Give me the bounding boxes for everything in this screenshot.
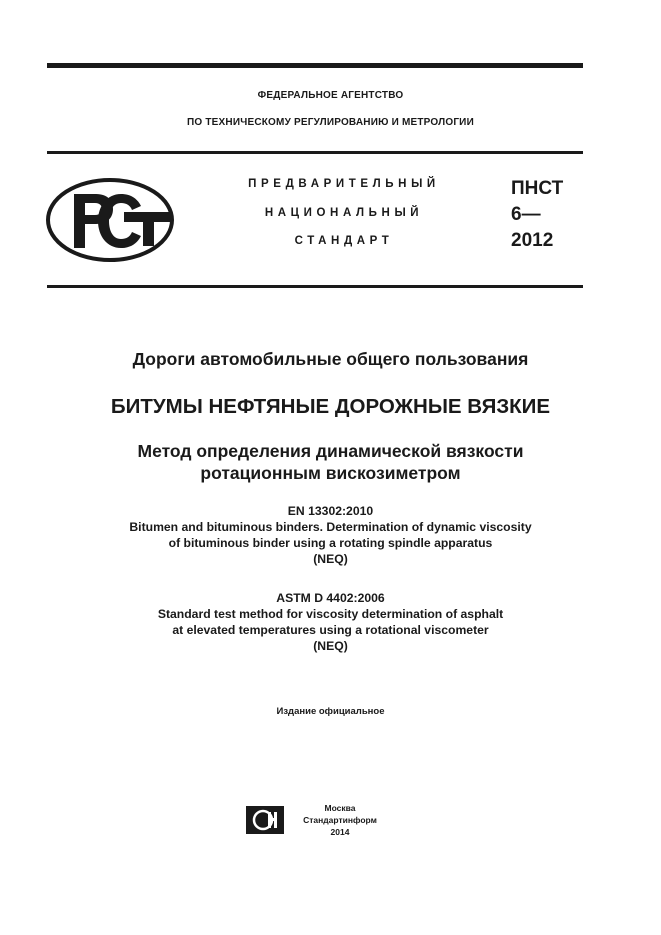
publisher-name: Стандартинформ [303,815,377,825]
reference-2-degree: (NEQ) [313,639,348,653]
agency-line-2: ПО ТЕХНИЧЕСКОМУ РЕГУЛИРОВАНИЮ И МЕТРОЛОГИИ [187,117,474,128]
reference-1-code: EN 13302:2010 [287,504,374,518]
designation-prefix: ПНСТ [511,178,564,199]
agency-line-1: ФЕДЕРАЛЬНОЕ АГЕНТСТВО [257,90,404,101]
standard-type-line-1: ПРЕДВАРИТЕЛЬНЫЙ [248,178,440,190]
designation-year: 2012 [511,230,554,251]
document-main-title: БИТУМЫ НЕФТЯНЫЕ ДОРОЖНЫЕ ВЯЗКИЕ [110,395,551,418]
standartinform-logo-icon [246,806,284,834]
reference-2-title-line-1: Standard test method for viscosity determination of asphalt [157,607,504,621]
designation-number: 6— [511,204,541,225]
reference-2-code: ASTM D 4402:2006 [276,591,385,605]
top-rule [47,63,583,68]
standard-type-line-3: СТАНДАРТ [294,235,394,247]
publisher-city: Москва [324,803,356,813]
gost-r-emblem-icon [44,176,176,264]
publisher-year: 2014 [330,827,350,837]
reference-2-title-line-2: at elevated temperatures using a rotational viscometer [172,623,489,637]
reference-1-title-line-1: Bitumen and bituminous binders. Determination of dynamic viscosity [129,520,532,534]
document-method-line-1: Метод определения динамической вязкости [137,441,524,461]
edition-label: Издание официальное [276,706,385,717]
standard-type-line-2: НАЦИОНАЛЬНЫЙ [264,207,424,219]
reference-1-degree: (NEQ) [313,552,348,566]
reference-1-title-line-2: of bituminous binder using a rotating spindle apparatus [168,536,493,550]
header-rule [47,151,583,154]
title-block-rule [47,285,583,288]
document-subject: Дороги автомобильные общего пользования [132,349,529,369]
document-method-line-2: ротационным вискозиметром [200,463,461,483]
